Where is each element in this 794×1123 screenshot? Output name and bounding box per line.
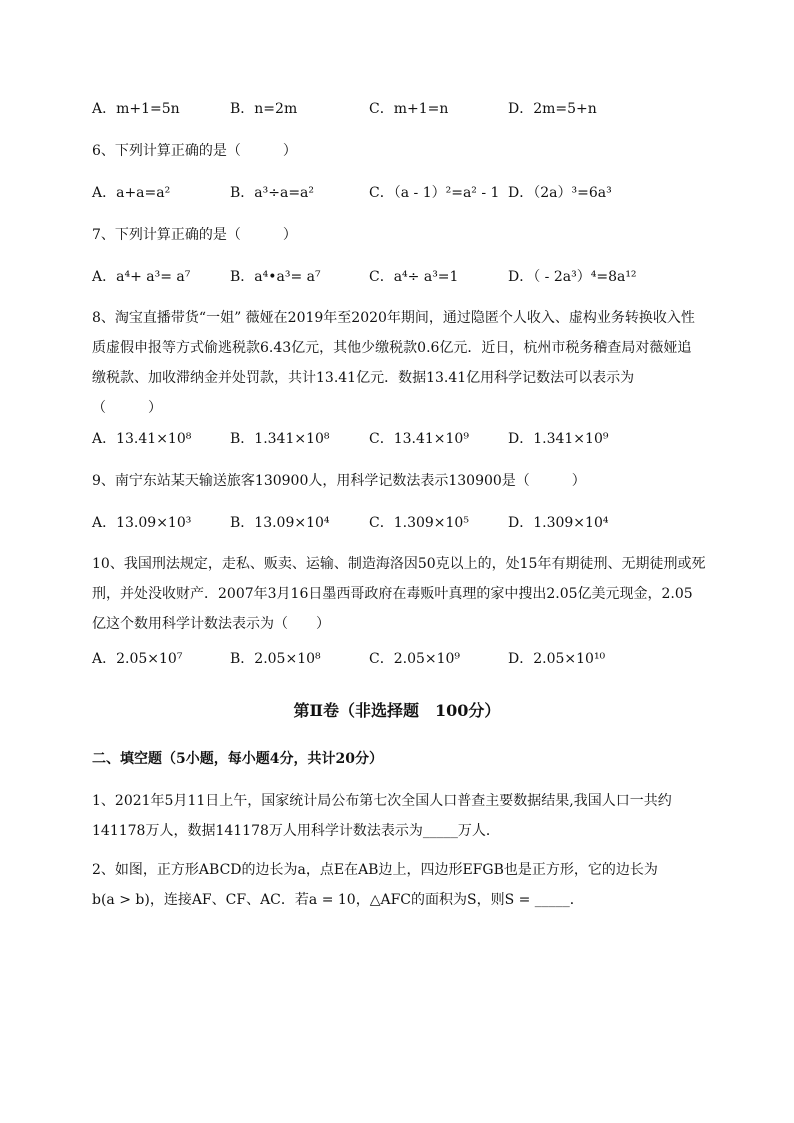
q5-option-b: B．n=2m: [230, 101, 298, 117]
q8-option-d: D．1.341×10⁹: [508, 431, 609, 447]
q6-option-a: A．a+a=a²: [92, 185, 171, 201]
q10-stem-line: 刑，并处没收财产．2007年3月16日墨西哥政府在毒贩叶真理的家中搜出2.05亿美元现金，2.05: [92, 586, 693, 602]
q9-stem: 9、南宁东站某天输送旅客130900人，用科学记数法表示130900是（ ）: [92, 473, 586, 489]
q8-stem: [92, 303, 752, 423]
q10-option-d: D．2.05×10¹⁰: [508, 651, 606, 667]
q10-stem: [92, 549, 752, 639]
fill-q1-line: 141178万人，数据141178万人用科学计数法表示为_____万人．: [92, 823, 500, 839]
q5-option-d: D．2m=5+n: [508, 101, 597, 117]
q7-option-c: C．a⁴÷ a³=1: [369, 269, 459, 285]
q6-option-c: C．（a - 1）²=a² - 1: [369, 185, 500, 201]
q8-stem-line: （ ）: [92, 400, 162, 416]
q8-stem-line: 缴税款、加收滞纳金并处罚款，共计13.41亿元．数据13.41亿用科学记数法可以表示为: [92, 370, 635, 386]
q9-option-a: A．13.09×10³: [92, 515, 192, 531]
fill-q2: [92, 855, 752, 915]
q6-option-d: D．（2a）³=6a³: [508, 185, 612, 201]
q8-option-b: B．1.341×10⁸: [230, 431, 330, 447]
part2-title: 第Ⅱ卷（非选择题 100分）: [293, 701, 501, 720]
section2-title: 二、填空题（5小题，每小题4分，共计20分）: [92, 751, 383, 767]
fill-q2-line: 2、如图，正方形ABCD的边长为a，点E在AB边上，四边形EFGB也是正方形，它的边长为: [92, 862, 658, 878]
q5-option-a: A．m+1=5n: [92, 101, 180, 117]
fill-q1: [92, 786, 752, 846]
q6-option-b: B．a³÷a=a²: [230, 185, 315, 201]
q8-option-a: A．13.41×10⁸: [92, 431, 192, 447]
q10-stem-line: 10、我国刑法规定，走私、贩卖、运输、制造海洛因50克以上的，处15年有期徒刑、无期徒刑或死: [92, 556, 706, 572]
q10-stem-line: 亿这个数用科学计数法表示为（ ）: [92, 616, 330, 632]
q7-option-a: A．a⁴+ a³= a⁷: [92, 269, 191, 285]
q9-option-d: D．1.309×10⁴: [508, 515, 609, 531]
q7-option-b: B．a⁴•a³= a⁷: [230, 269, 321, 285]
q9-option-c: C．1.309×10⁵: [369, 515, 469, 531]
q10-option-b: B．2.05×10⁸: [230, 651, 321, 667]
q8-stem-line: 质虚假申报等方式偷逃税款6.43亿元，其他少缴税款0.6亿元．近日，杭州市税务稽查局对薇娅追: [92, 340, 692, 356]
q10-option-a: A．2.05×10⁷: [92, 651, 183, 667]
q7-option-d: D．（ - 2a³）⁴=8a¹²: [508, 269, 637, 285]
fill-q2-line: b(a > b)，连接AF、CF、AC．若a = 10，△AFC的面积为S，则S = _____．: [92, 892, 584, 908]
q7-stem: 7、下列计算正确的是（ ）: [92, 227, 297, 243]
fill-q1-line: 1、2021年5月11日上午，国家统计局公布第七次全国人口普查主要数据结果,我国人口一共约: [92, 793, 672, 809]
q5-option-c: C．m+1=n: [369, 101, 449, 117]
q8-option-c: C．13.41×10⁹: [369, 431, 469, 447]
q8-stem-line: 8、淘宝直播带货“一姐” 薇娅在2019年至2020年期间，通过隐匿个人收入、虚构业务转换收入性: [92, 310, 695, 326]
q6-stem: 6、下列计算正确的是（ ）: [92, 143, 297, 159]
q10-option-c: C．2.05×10⁹: [369, 651, 461, 667]
q9-option-b: B．13.09×10⁴: [230, 515, 330, 531]
